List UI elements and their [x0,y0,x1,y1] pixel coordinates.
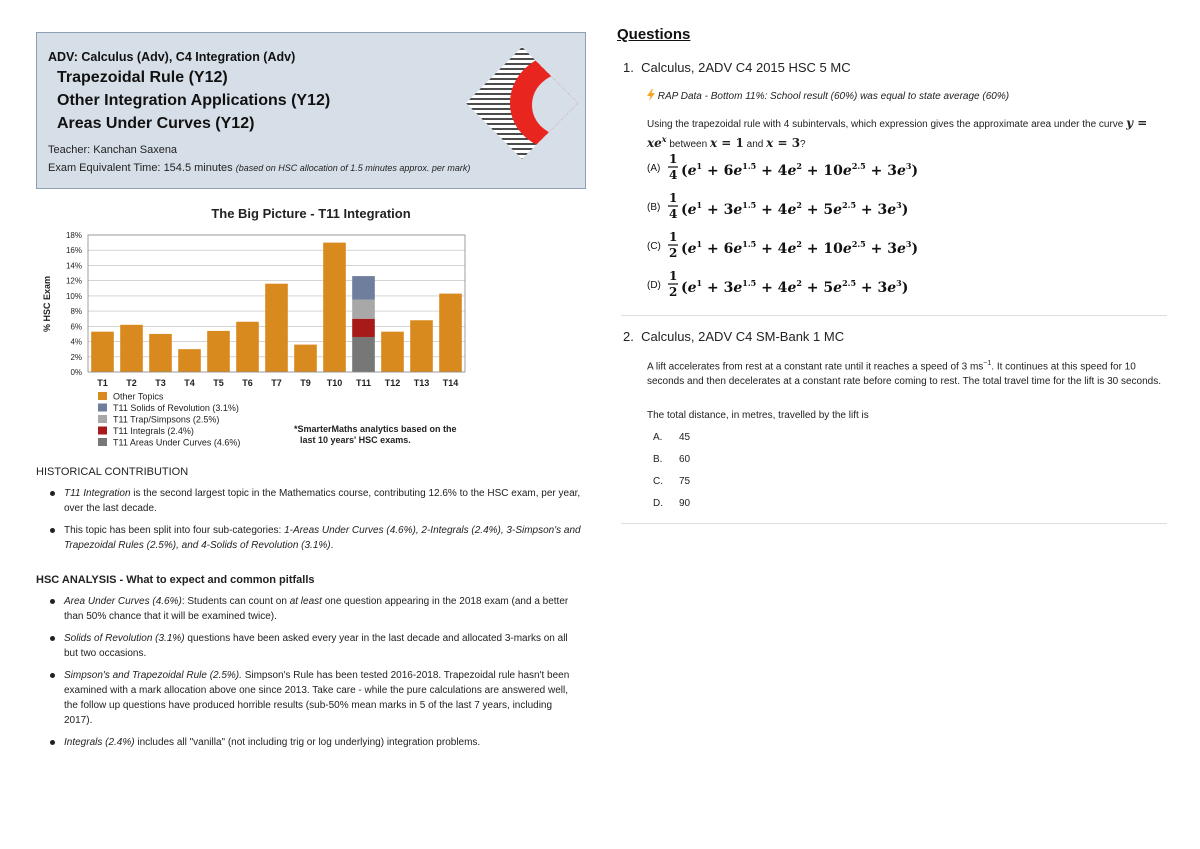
bullet-em: Solids of Revolution (3.1%) [64,633,185,644]
analysis-heading-bold: HSC ANALYSIS [36,574,117,586]
answer-option-d[interactable] [653,498,690,509]
legend-label: T11 Solids of Revolution (3.1%) [113,403,239,413]
bullet-text: is the second largest topic in the Mathematics course, contributing 12.6% to the HSC exam, per year, over the last decade. [64,488,581,514]
answer-option-label: C. [653,476,663,487]
question-2-text [647,356,1162,389]
y-axis-label: % HSC Exam [42,275,52,333]
bar-segment-t11 [352,300,375,319]
bar-segment-t11 [352,319,375,337]
left-column [36,32,586,748]
topic-header-box [36,32,586,189]
exam-time-value: 154.5 minutes [163,162,233,174]
bar-t1 [91,332,114,372]
x-tick-label: T12 [384,378,401,388]
bullet-text: : Students can count on [181,596,290,607]
question-1-text [647,116,1167,152]
bar-t9 [294,345,317,372]
legend-swatch [98,427,107,435]
x-tick-label: T9 [300,378,311,388]
option-c-label: (C) [647,241,661,252]
bar-t3 [149,334,172,372]
analysis-heading-rest: - What to expect and common pitfalls [116,574,315,586]
lightning-icon [647,89,655,101]
math-lower-bound: x = 1 [709,136,744,150]
topic-title-1: Trapezoidal Rule (Y12) [57,69,228,86]
legend-swatch [98,392,107,400]
x-tick-label: T14 [442,378,459,388]
x-tick-label: T6 [242,378,253,388]
bar-t4 [178,349,201,372]
bullet-text: includes all "vanilla" (not including trig or log underlying) integration problems. [134,737,481,748]
option-b[interactable] [647,191,908,221]
bullet-em: Area Under Curves (4.6%) [64,596,182,607]
bar-t5 [207,331,230,372]
bar-t13 [410,320,433,372]
subject-line: ADV: Calculus (Adv), C4 Integration (Adv) [48,50,296,64]
historical-section [36,466,581,553]
y-tick-label: 0% [70,368,82,377]
x-tick-label: T1 [97,378,108,388]
x-tick-label: T13 [413,378,430,388]
fraction-numerator: 1 [669,269,678,283]
chart-note-line-2: last 10 years' HSC exams. [300,435,411,445]
y-tick-label: 2% [70,352,82,362]
option-b-label: (B) [647,202,661,213]
question-1-options [647,151,947,311]
unit-superscript: −1 [983,360,992,367]
question-text-part: and [743,139,767,150]
bullet-em: Integrals (2.4%) [64,737,135,748]
x-tick-label: T2 [126,378,137,388]
question-divider [621,523,1167,524]
chart-note [294,424,459,445]
bullet-text: questions have been asked every year in the last decade and allocated 3-marks on all but two occasions. [64,633,568,659]
x-tick-label: T11 [355,378,372,388]
y-tick-label: 10% [65,291,82,301]
exam-time-label: Exam Equivalent Time: [48,162,161,174]
legend-label: T11 Trap/Simpsons (2.5%) [113,414,220,425]
question-1-title [623,60,851,75]
y-tick-label: 6% [70,322,82,332]
question-text-part: A lift accelerates from rest at a constant rate until it reaches a speed of 3 ms [647,361,984,373]
option-d-label: (D) [647,280,661,291]
y-tick-label: 12% [65,276,82,286]
legend-label: Other Topics [113,391,164,402]
option-d[interactable] [647,269,908,299]
option-a-expression: $(e^1 + 6e^{1.5} + 4e^2 + 10e^{2.5} + 3e^3)$ [681,161,919,179]
answer-option-label: B. [653,454,663,465]
topic-bar-chart [36,224,586,454]
legend-label: T11 Integrals (2.4%) [113,426,194,436]
bar-t12 [381,332,404,372]
question-2-prompt: The total distance, in metres, travelled by the lift is [647,410,869,421]
exam-time-line [48,162,470,174]
exam-time-note: (based on HSC allocation of 1.5 minutes approx. per mark) [235,163,471,173]
x-tick-label: T3 [155,378,166,388]
bar-t2 [120,325,143,372]
question-text-part: Using the trapezoidal rule with 4 subintervals, which expression gives the approximate area under the curve [647,119,1127,130]
answer-option-c[interactable] [653,476,690,487]
fraction-denominator: 2 [669,246,678,260]
bullet-text: one question appearing in the 2018 exam (and a better than 50% chance that it will be examined twice). [64,596,569,622]
math-upper-bound: x = 3 [766,136,801,150]
bullet-em: Simpson's and Trapezoidal Rule (2.5%). [64,670,242,681]
question-divider [621,315,1167,316]
y-tick-label: 8% [70,307,82,317]
topic-title-2: Other Integration Applications (Y12) [57,92,331,109]
x-tick-label: T10 [326,378,343,388]
math-curve: $y = xe^x$ [647,116,1148,150]
x-tick-label: T7 [271,378,282,388]
bullet-em: at least [289,596,322,607]
bar-segment-t11 [352,276,375,300]
bar-t7 [265,284,288,372]
option-d-expression: $(e^1 + 3e^{1.5} + 4e^2 + 5e^{2.5} + 3e^3)$ [681,278,909,296]
historical-bullet-1 [36,486,581,516]
fraction-denominator: 4 [669,207,678,221]
option-a-label: (A) [647,163,661,174]
option-a[interactable] [647,152,918,182]
question-title-text: Calculus, 2ADV C4 2015 HSC 5 MC [641,60,851,75]
legend-label: T11 Areas Under Curves (4.6%) [113,437,241,448]
chart-legend [98,392,240,448]
questions-heading: Questions [617,26,691,43]
question-text-part: ? [800,139,806,150]
answer-option-value: 90 [679,498,691,509]
option-b-expression: $(e^1 + 3e^{1.5} + 4e^2 + 5e^{2.5} + 3e^3)$ [681,200,909,218]
analysis-section [36,574,581,750]
x-tick-label: T5 [213,378,224,388]
question-title-text: Calculus, 2ADV C4 SM-Bank 1 MC [641,329,845,344]
chart-note-line-1: *SmarterMaths analytics based on the [294,424,457,434]
bullet-text: Simpson's Rule has been tested 2016-2018. Trapezoidal rule hasn't been examined with a mark allocation above one since 2013. Take care - while the pure calculations are answered well, the follow up questions have produced horrible results (sub-50% mean marks in 5 of the last 7 years, including 2017). [64,670,570,726]
historical-heading: HISTORICAL CONTRIBUTION [36,466,189,478]
analysis-bullet-2 [36,631,581,661]
fraction-numerator: 1 [669,191,678,205]
fraction-numerator: 1 [669,152,678,166]
bar-t6 [236,322,259,372]
option-c[interactable] [647,230,918,260]
analysis-bullet-4 [36,735,581,750]
chart-title: The Big Picture - T11 Integration [211,206,411,221]
y-tick-label: 18% [65,231,82,240]
rap-data-text: RAP Data - Bottom 11%: School result (60%) was equal to state average (60%) [657,91,1010,102]
question-2-title [623,329,844,344]
teacher-line [48,144,177,156]
subcategory-list-em: 1-Areas Under Curves (4.6%), 2-Integrals (2.4%), 3-Simpson's and Trapezoidal Rules (2.5%), and 4-Solids of Revolution (3.1%) [64,525,581,551]
answer-option-label: D. [653,498,663,509]
answer-option-a[interactable] [653,432,690,443]
bullet-text: . [330,540,334,551]
question-text-part: between [666,139,710,150]
fraction-denominator: 2 [669,285,678,299]
y-tick-label: 14% [65,261,82,271]
smartermaths-logo-icon [464,45,581,163]
question-text-part: . It continues at this speed for 10 seconds and then decelerates at a constant rate before coming to rest. The total travel time for the lift is 30 seconds. [647,361,1161,388]
fraction-numerator: 1 [669,230,678,244]
x-tick-label: T4 [184,378,195,388]
option-c-expression: $(e^1 + 6e^{1.5} + 4e^2 + 10e^{2.5} + 3e^3)$ [681,239,919,257]
answer-option-value: 75 [679,476,691,487]
teacher-label: Teacher: [48,144,91,156]
question-number: 1. [623,60,634,75]
bar-t14 [439,294,462,372]
bar-segment-t11 [352,337,375,372]
answer-option-b[interactable] [653,454,690,465]
topic-name-em: T11 Integration [64,488,131,499]
bullet-text: This topic has been split into four sub-categories: [64,525,285,536]
answer-option-value: 60 [679,454,691,465]
answer-option-value: 45 [679,432,691,443]
historical-bullet-2 [36,523,581,553]
rap-data-line [647,89,1009,102]
analysis-bullet-3 [36,668,581,728]
legend-swatch [98,438,107,446]
legend-swatch [98,404,107,412]
legend-swatch [98,415,107,423]
analysis-heading [36,574,581,586]
analysis-bullet-1 [36,594,581,624]
answer-option-label: A. [653,432,663,443]
bar-t10 [323,243,346,372]
fraction-denominator: 4 [669,168,678,182]
topic-title-3: Areas Under Curves (Y12) [57,115,255,132]
y-tick-label: 4% [70,337,82,347]
teacher-name: Kanchan Saxena [93,144,178,156]
y-tick-label: 16% [65,246,82,256]
question-number: 2. [623,329,634,344]
